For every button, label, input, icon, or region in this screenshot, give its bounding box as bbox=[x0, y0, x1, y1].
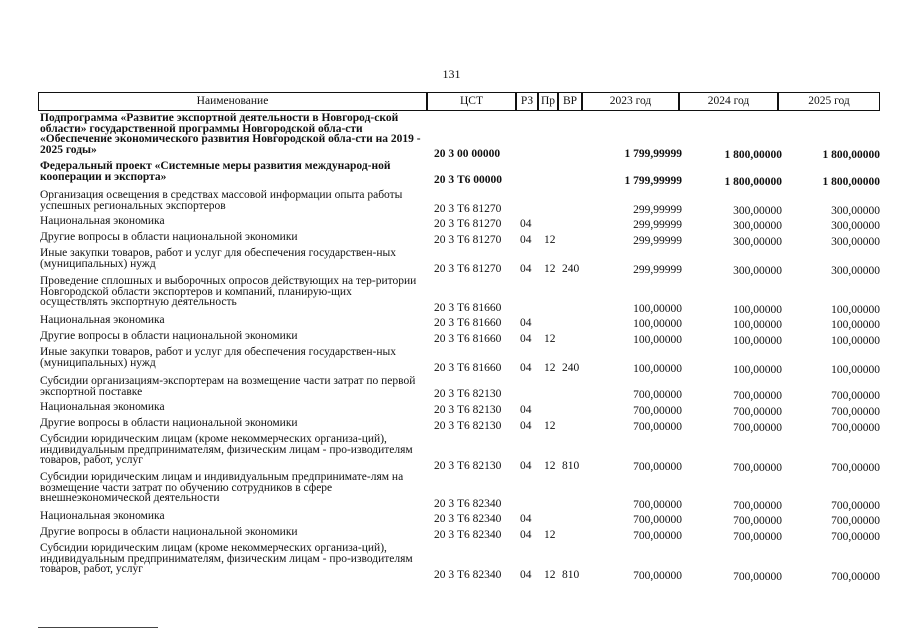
row-rz: 04 bbox=[520, 420, 532, 432]
row-2025: 700,00000 bbox=[831, 515, 880, 527]
row-2025: 100,00000 bbox=[831, 304, 880, 316]
header-rz: РЗ bbox=[516, 92, 538, 111]
row-cst: 20 3 Т6 81270 bbox=[434, 263, 502, 275]
row-2025: 700,00000 bbox=[831, 406, 880, 418]
row-2024: 700,00000 bbox=[733, 571, 782, 583]
row-cst: 20 3 Т6 81660 bbox=[434, 333, 502, 345]
row-pr: 12 bbox=[544, 529, 556, 541]
row-2023: 100,00000 bbox=[633, 303, 682, 315]
row-pr: 12 bbox=[544, 263, 556, 275]
row-2024: 700,00000 bbox=[733, 515, 782, 527]
row-name: Федеральный проект «Системные меры развития международ-ной кооперации и экспорта» bbox=[40, 160, 391, 183]
row-2023: 700,00000 bbox=[633, 461, 682, 473]
row-cst: 20 3 00 00000 bbox=[434, 148, 501, 160]
row-cst: 20 3 Т6 00000 bbox=[434, 174, 503, 186]
row-rz: 04 bbox=[520, 263, 532, 275]
row-2023: 299,99999 bbox=[633, 219, 682, 231]
row-name: Национальная экономика bbox=[40, 510, 165, 522]
row-2023: 299,99999 bbox=[633, 264, 682, 276]
row-rz: 04 bbox=[520, 513, 532, 525]
row-2025: 300,00000 bbox=[831, 220, 880, 232]
row-name: Другие вопросы в области национальной экономики bbox=[40, 330, 298, 342]
row-2023: 700,00000 bbox=[633, 405, 682, 417]
row-name: Национальная экономика bbox=[40, 314, 165, 326]
row-rz: 04 bbox=[520, 218, 532, 230]
row-name: Другие вопросы в области национальной экономики bbox=[40, 231, 298, 243]
row-cst: 20 3 Т6 82130 bbox=[434, 404, 502, 416]
row-name: Проведение сплошных и выборочных опросов действующих на тер-ритории Новгородской области экспортеров и компаний, планирую-щих осуществлять экспортную деятельность bbox=[40, 275, 417, 308]
row-2025: 1 800,00000 bbox=[822, 176, 880, 188]
row-2025: 300,00000 bbox=[831, 265, 880, 277]
row-cst: 20 3 Т6 81660 bbox=[434, 302, 502, 314]
row-2025: 300,00000 bbox=[831, 236, 880, 248]
row-name: Подпрограмма «Развитие экспортной деятельности в Новгород-ской области» государственной программы Новгородской обла-сти «Обеспечение экономического развития Новгородской обла-сти на 2019 - 2025 годы» bbox=[40, 112, 421, 156]
row-2024: 700,00000 bbox=[733, 462, 782, 474]
row-2025: 700,00000 bbox=[831, 462, 880, 474]
row-vr: 810 bbox=[562, 569, 580, 581]
row-rz: 04 bbox=[520, 317, 532, 329]
row-pr: 12 bbox=[544, 333, 556, 345]
row-2023: 299,99999 bbox=[633, 204, 682, 216]
row-2025: 100,00000 bbox=[831, 319, 880, 331]
row-2024: 1 800,00000 bbox=[724, 149, 782, 161]
row-pr: 12 bbox=[544, 420, 556, 432]
row-pr: 12 bbox=[544, 362, 556, 374]
row-2024: 700,00000 bbox=[733, 390, 782, 402]
row-2024: 700,00000 bbox=[733, 531, 782, 543]
header-pr: Пр bbox=[538, 92, 558, 111]
header-2024: 2024 год bbox=[679, 92, 778, 111]
row-2023: 700,00000 bbox=[633, 389, 682, 401]
row-2023: 700,00000 bbox=[633, 499, 682, 511]
row-2023: 299,99999 bbox=[633, 235, 682, 247]
row-pr: 12 bbox=[544, 569, 556, 581]
row-pr: 12 bbox=[544, 234, 556, 246]
row-2024: 300,00000 bbox=[733, 205, 782, 217]
row-2023: 700,00000 bbox=[633, 570, 682, 582]
row-2025: 1 800,00000 bbox=[822, 149, 880, 161]
row-cst: 20 3 Т6 82130 bbox=[434, 420, 502, 432]
row-cst: 20 3 Т6 82130 bbox=[434, 460, 502, 472]
row-name: Национальная экономика bbox=[40, 401, 165, 413]
row-vr: 240 bbox=[562, 263, 580, 275]
row-2024: 100,00000 bbox=[733, 335, 782, 347]
page-number: 131 bbox=[442, 67, 461, 81]
row-2024: 300,00000 bbox=[733, 220, 782, 232]
row-2025: 100,00000 bbox=[831, 364, 880, 376]
row-2025: 700,00000 bbox=[831, 500, 880, 512]
row-2024: 700,00000 bbox=[733, 422, 782, 434]
row-cst: 20 3 Т6 81270 bbox=[434, 218, 502, 230]
row-name: Субсидии юридическим лицам (кроме некоммерческих организа-ций), индивидуальным предпринимателям, физическим лицам - про-изводителям товаров, работ, услуг bbox=[40, 433, 413, 466]
row-pr: 12 bbox=[544, 460, 556, 472]
row-rz: 04 bbox=[520, 234, 532, 246]
header-vr: ВР bbox=[558, 92, 582, 111]
row-rz: 04 bbox=[520, 529, 532, 541]
row-2025: 700,00000 bbox=[831, 390, 880, 402]
row-vr: 240 bbox=[562, 362, 580, 374]
row-name: Другие вопросы в области национальной экономики bbox=[40, 417, 298, 429]
header-2025: 2025 год bbox=[778, 92, 880, 111]
row-cst: 20 3 Т6 81660 bbox=[434, 362, 502, 374]
row-2023: 1 799,99999 bbox=[624, 175, 682, 187]
row-2023: 100,00000 bbox=[633, 318, 682, 330]
row-name: Другие вопросы в области национальной экономики bbox=[40, 526, 298, 538]
row-2023: 700,00000 bbox=[633, 421, 682, 433]
row-2024: 100,00000 bbox=[733, 319, 782, 331]
row-name: Национальная экономика bbox=[40, 215, 165, 227]
row-rz: 04 bbox=[520, 333, 532, 345]
row-cst: 20 3 Т6 82340 bbox=[434, 569, 502, 581]
row-2025: 700,00000 bbox=[831, 531, 880, 543]
row-2023: 100,00000 bbox=[633, 334, 682, 346]
row-vr: 810 bbox=[562, 460, 580, 472]
row-name: Субсидии организациям-экспортерам на возмещение части затрат по первой экспортной поставке bbox=[40, 375, 416, 398]
row-2025: 700,00000 bbox=[831, 422, 880, 434]
row-name: Субсидии юридическим лицам и индивидуальным предпринимате-лям на возмещение части затрат по обучению сотрудников в сфере внешнеэкономической деятельности bbox=[40, 471, 404, 504]
row-cst: 20 3 Т6 81660 bbox=[434, 317, 502, 329]
row-rz: 04 bbox=[520, 460, 532, 472]
row-cst: 20 3 Т6 82340 bbox=[434, 498, 502, 510]
row-2023: 100,00000 bbox=[633, 363, 682, 375]
row-2025: 100,00000 bbox=[831, 335, 880, 347]
footer-divider bbox=[38, 627, 158, 628]
row-2024: 700,00000 bbox=[733, 406, 782, 418]
row-name: Организация освещения в средствах массовой информации опыта работы успешных региональных экспортеров bbox=[40, 189, 403, 212]
row-cst: 20 3 Т6 82340 bbox=[434, 529, 502, 541]
row-2023: 700,00000 bbox=[633, 514, 682, 526]
row-2024: 100,00000 bbox=[733, 304, 782, 316]
row-2024: 300,00000 bbox=[733, 236, 782, 248]
header-cst: ЦСТ bbox=[427, 92, 516, 111]
row-2023: 700,00000 bbox=[633, 530, 682, 542]
row-2024: 300,00000 bbox=[733, 265, 782, 277]
row-name: Иные закупки товаров, работ и услуг для обеспечения государствен-ных (муниципальных) нужд bbox=[40, 346, 397, 369]
row-rz: 04 bbox=[520, 569, 532, 581]
row-2024: 100,00000 bbox=[733, 364, 782, 376]
row-2023: 1 799,99999 bbox=[624, 148, 682, 160]
row-rz: 04 bbox=[520, 362, 532, 374]
row-cst: 20 3 Т6 82340 bbox=[434, 513, 502, 525]
row-2024: 1 800,00000 bbox=[724, 176, 782, 188]
table-header bbox=[38, 92, 880, 111]
row-cst: 20 3 Т6 82130 bbox=[434, 388, 502, 400]
row-cst: 20 3 Т6 81270 bbox=[434, 203, 502, 215]
row-rz: 04 bbox=[520, 404, 532, 416]
row-name: Субсидии юридическим лицам (кроме некоммерческих организа-ций), индивидуальным предпринимателям, физическим лицам - про-изводителям товаров, работ, услуг bbox=[40, 542, 413, 575]
row-cst: 20 3 Т6 81270 bbox=[434, 234, 502, 246]
row-2025: 300,00000 bbox=[831, 205, 880, 217]
header-name: Наименование bbox=[38, 92, 427, 111]
row-2024: 700,00000 bbox=[733, 500, 782, 512]
row-name: Иные закупки товаров, работ и услуг для обеспечения государствен-ных (муниципальных) нужд bbox=[40, 247, 397, 270]
header-2023: 2023 год bbox=[582, 92, 679, 111]
row-2025: 700,00000 bbox=[831, 571, 880, 583]
